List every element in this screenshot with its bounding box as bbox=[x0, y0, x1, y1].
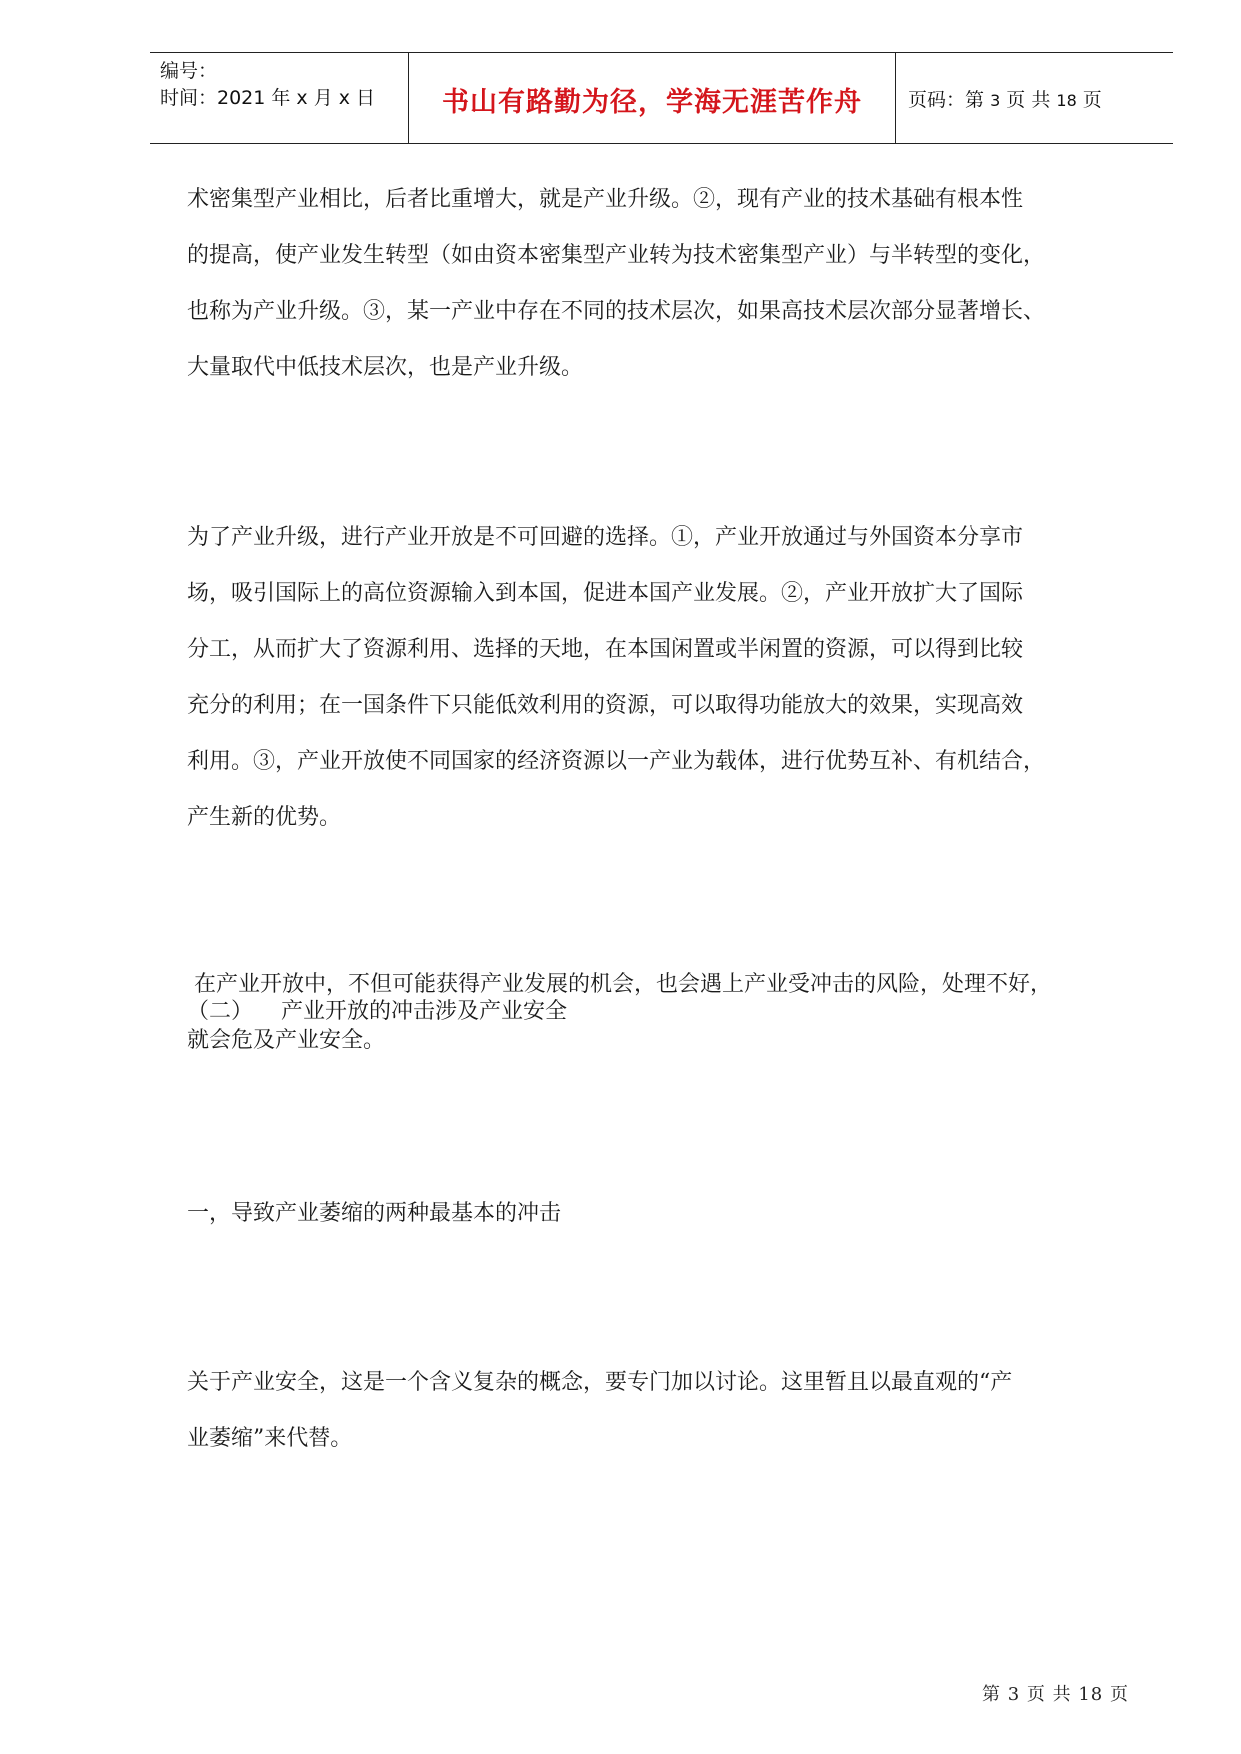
text-line: 也称为产业升级。③，某一产业中存在不同的技术层次，如果高技术层次部分显著增长、 bbox=[187, 299, 1046, 324]
text-line: 业萎缩”来代替。 bbox=[187, 1426, 353, 1451]
heading-text: （二） 产业开放的冲击涉及产业安全 bbox=[187, 999, 567, 1024]
text-line: 大量取代中低技术层次，也是产业升级。 bbox=[187, 355, 584, 380]
paragraph-upgrade-definition bbox=[187, 172, 1147, 396]
paragraph-opening-impact bbox=[187, 957, 1147, 1069]
text-line: 在产业开放中，不但可能获得产业发展的机会，也会遇上产业受冲击的风险，处理不好， bbox=[187, 972, 1052, 997]
document-time-label: 时间：2021 年 x 月 x 日 bbox=[160, 87, 376, 109]
text-line: 场，吸引国际上的高位资源输入到本国，促进本国产业发展。②，产业开放扩大了国际 bbox=[187, 581, 1024, 606]
text-line: 分工，从而扩大了资源利用、选择的天地，在本国闲置或半闲置的资源，可以得到比较 bbox=[187, 637, 1024, 662]
page-code-suffix: 页 bbox=[1082, 88, 1102, 111]
page-header bbox=[150, 52, 1173, 144]
page-code-current: 3 bbox=[990, 90, 1001, 110]
page-code-mid: 页 共 bbox=[1006, 88, 1051, 111]
header-motto: 书山有路勤为径，学海无涯苦作舟 bbox=[442, 86, 862, 118]
text-line: 就会危及产业安全。 bbox=[187, 1028, 386, 1053]
header-motto-cell bbox=[409, 53, 896, 143]
text-line: 充分的利用；在一国条件下只能低效利用的资源，可以取得功能放大的效果，实现高效 bbox=[187, 693, 1024, 718]
document-number-label: 编号： bbox=[160, 60, 218, 82]
page-code-prefix: 页码：第 bbox=[908, 88, 985, 111]
text-line: 利用。③，产业开放使不同国家的经济资源以一产业为载体，进行优势互补、有机结合， bbox=[187, 749, 1046, 774]
section-heading-3 bbox=[187, 1186, 1147, 1242]
text-line: 术密集型产业相比，后者比重增大，就是产业升级。②，现有产业的技术基础有根本性 bbox=[187, 187, 1024, 212]
text-line: 关于产业安全，这是一个含义复杂的概念，要专门加以讨论。这里暂且以最直观的“产 bbox=[187, 1370, 1013, 1395]
header-page-code bbox=[908, 85, 1102, 112]
heading-text: 一，导致产业萎缩的两种最基本的冲击 bbox=[187, 1201, 562, 1226]
paragraph-industry-safety bbox=[187, 1355, 1147, 1467]
text-line: 产生新的优势。 bbox=[187, 805, 342, 830]
paragraph-opening-choice bbox=[187, 510, 1147, 846]
text-line: 为了产业升级，进行产业开放是不可回避的选择。①，产业开放通过与外国资本分享市 bbox=[187, 525, 1024, 550]
text-line: 的提高，使产业发生转型（如由资本密集型产业转为技术密集型产业）与半转型的变化， bbox=[187, 243, 1046, 268]
page-footer-number: 第 3 页 共 18 页 bbox=[982, 1684, 1129, 1705]
header-page-cell bbox=[896, 53, 1173, 143]
page-code-total: 18 bbox=[1056, 90, 1077, 110]
header-meta-cell bbox=[150, 53, 409, 143]
